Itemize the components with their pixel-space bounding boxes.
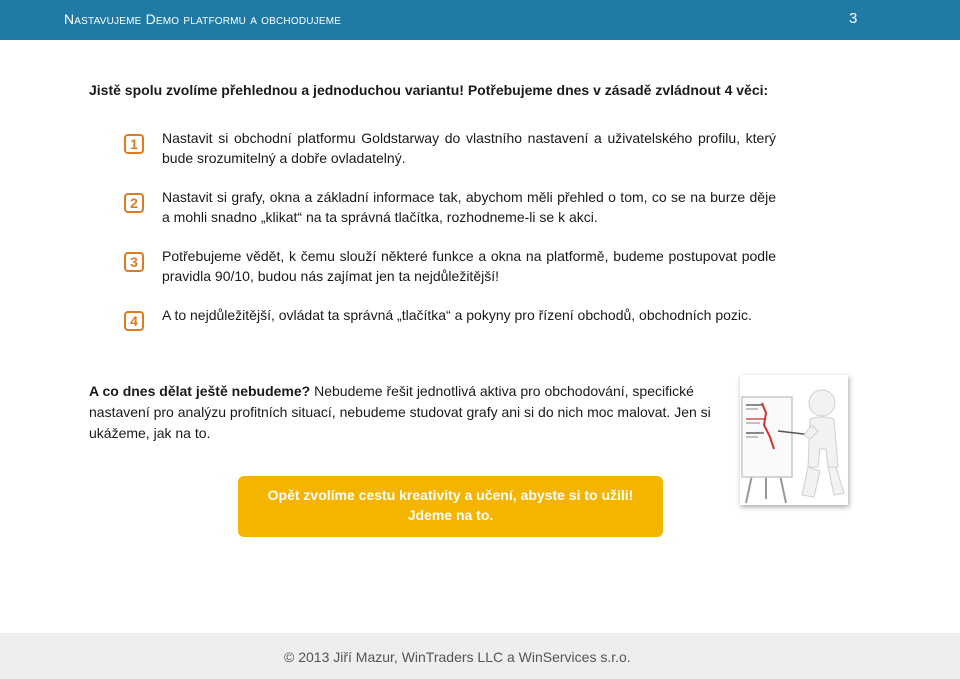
summary-text: Nebudeme řešit jednotlivá aktiva pro obchodování, specifické nastavení pro analýzu profitních situací, nebudeme studovat grafy ani si do nich moc malovat. Jen si ukážeme, jak na to. <box>89 383 711 441</box>
cta-line-2: Jdeme na to. <box>407 507 494 523</box>
list-item-text: Nastavit si obchodní platformu Goldstarway do vlastního nastavení a uživatelského profilu, který bude srozumitelný a dobře ovladatelný. <box>162 130 776 166</box>
cta-banner <box>238 476 663 537</box>
cta-line-1: Opět zvolíme cestu kreativity a učení, abyste si to užili! <box>267 487 634 503</box>
copyright-text: © 2013 Jiří Mazur, WinTraders LLC a WinServices s.r.o. <box>284 649 631 665</box>
presenter-at-board-icon <box>740 375 848 505</box>
summary-question: A co dnes dělat ještě nebudeme? <box>89 383 311 399</box>
header-title: Nastavujeme Demo platformu a obchodujeme <box>64 11 342 27</box>
summary-paragraph <box>89 381 729 444</box>
number-4-icon: 4 <box>124 311 144 331</box>
presenter-illustration <box>740 375 848 505</box>
page-footer <box>0 633 960 679</box>
page-header <box>0 0 960 40</box>
number-2-icon: 2 <box>124 193 144 213</box>
list-item-text: Nastavit si grafy, okna a základní informace tak, abychom měli přehled o tom, co se na burze děje a mohli snadno „klikat“ na ta správná tlačítka, rozhodneme-li se k akci. <box>162 189 776 225</box>
number-3-icon: 3 <box>124 252 144 272</box>
number-1-icon: 1 <box>124 134 144 154</box>
page-number: 3 <box>849 10 858 27</box>
intro-text: Jistě spolu zvolíme přehlednou a jednoduchou variantu! Potřebujeme dnes v zásadě zvládnout 4 věci: <box>89 82 769 98</box>
list-item-text: A to nejdůležitější, ovládat ta správná „tlačítka“ a pokyny pro řízení obchodů, obchodních pozic. <box>162 307 752 323</box>
list-item-text: Potřebujeme vědět, k čemu slouží některé funkce a okna na platformě, budeme postupovat podle pravidla 90/10, budou nás zajímat jen ta nejdůležitější! <box>162 248 776 284</box>
